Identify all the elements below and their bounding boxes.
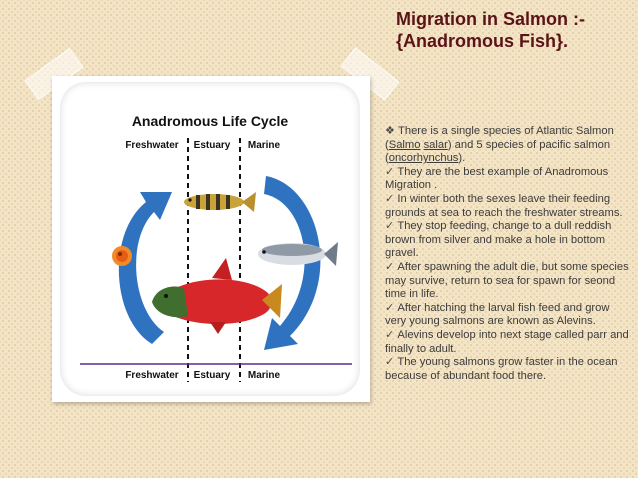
bullet-6: ✓ After hatching the larval fish feed and grow very young salmons are known as Alevins. [385,301,610,328]
checkmark-icon: ✓ [385,192,395,205]
label-freshwater-top: Freshwater [125,140,179,151]
bullet-3: ✓ In winter both the sexes leave their feeding grounds at sea to reach the freshwater streams. [385,192,623,219]
slide-title [396,8,628,52]
term-oncorhynchus: oncorhynchus [388,152,459,165]
bullet-7: ✓ Alevins develop into next stage called parr and finally to adult. [385,328,629,355]
bullet-list [385,125,633,383]
arrow-upstream [119,192,172,344]
slide-title-line-1: Migration in Salmon :- [396,9,585,29]
photo-frame [52,76,370,402]
bullet-1: ❖ There is a single species of Atlantic Salmon (Salmo salar) and 5 species of pacific salmon (oncorhynchus). [385,125,614,165]
diamond-bullet-icon: ❖ [385,125,396,137]
checkmark-icon: ✓ [385,301,395,314]
term-salmo: Salmo [388,138,421,151]
label-marine-top: Marine [247,140,281,151]
silver-salmon [258,242,338,266]
checkmark-icon: ✓ [385,165,395,178]
checkmark-icon: ✓ [385,356,395,369]
bullet-5: ✓ After spawning the adult die, but some species may survive, return to sea for spawn for seond time in life. [385,260,629,301]
parr-fish [184,192,256,212]
label-estuary-top: Estuary [193,140,231,151]
life-cycle-svg [60,82,360,396]
bullet-2: ✓ They are the best example of Anadromous Migration . [385,165,609,192]
checkmark-icon: ✓ [385,260,395,273]
diagram-title: Anadromous Life Cycle [131,113,289,129]
checkmark-icon: ✓ [385,220,395,233]
salmon-egg [112,246,132,266]
label-estuary-bottom: Estuary [193,370,231,381]
life-cycle-diagram [60,82,360,396]
label-marine-bottom: Marine [247,370,281,381]
label-freshwater-bottom: Freshwater [125,370,179,381]
term-salar: salar [423,138,448,151]
bullet-8: ✓ The young salmons grow faster in the ocean because of abundant food there. [385,356,618,382]
bullet-4: ✓ They stop feeding, change to a dull reddish brown from silver and make a hole in bottom gravel. [385,220,612,260]
checkmark-icon: ✓ [385,328,395,341]
red-spawning-salmon [152,258,282,334]
slide-title-line-2: {Anadromous Fish}. [396,31,569,51]
